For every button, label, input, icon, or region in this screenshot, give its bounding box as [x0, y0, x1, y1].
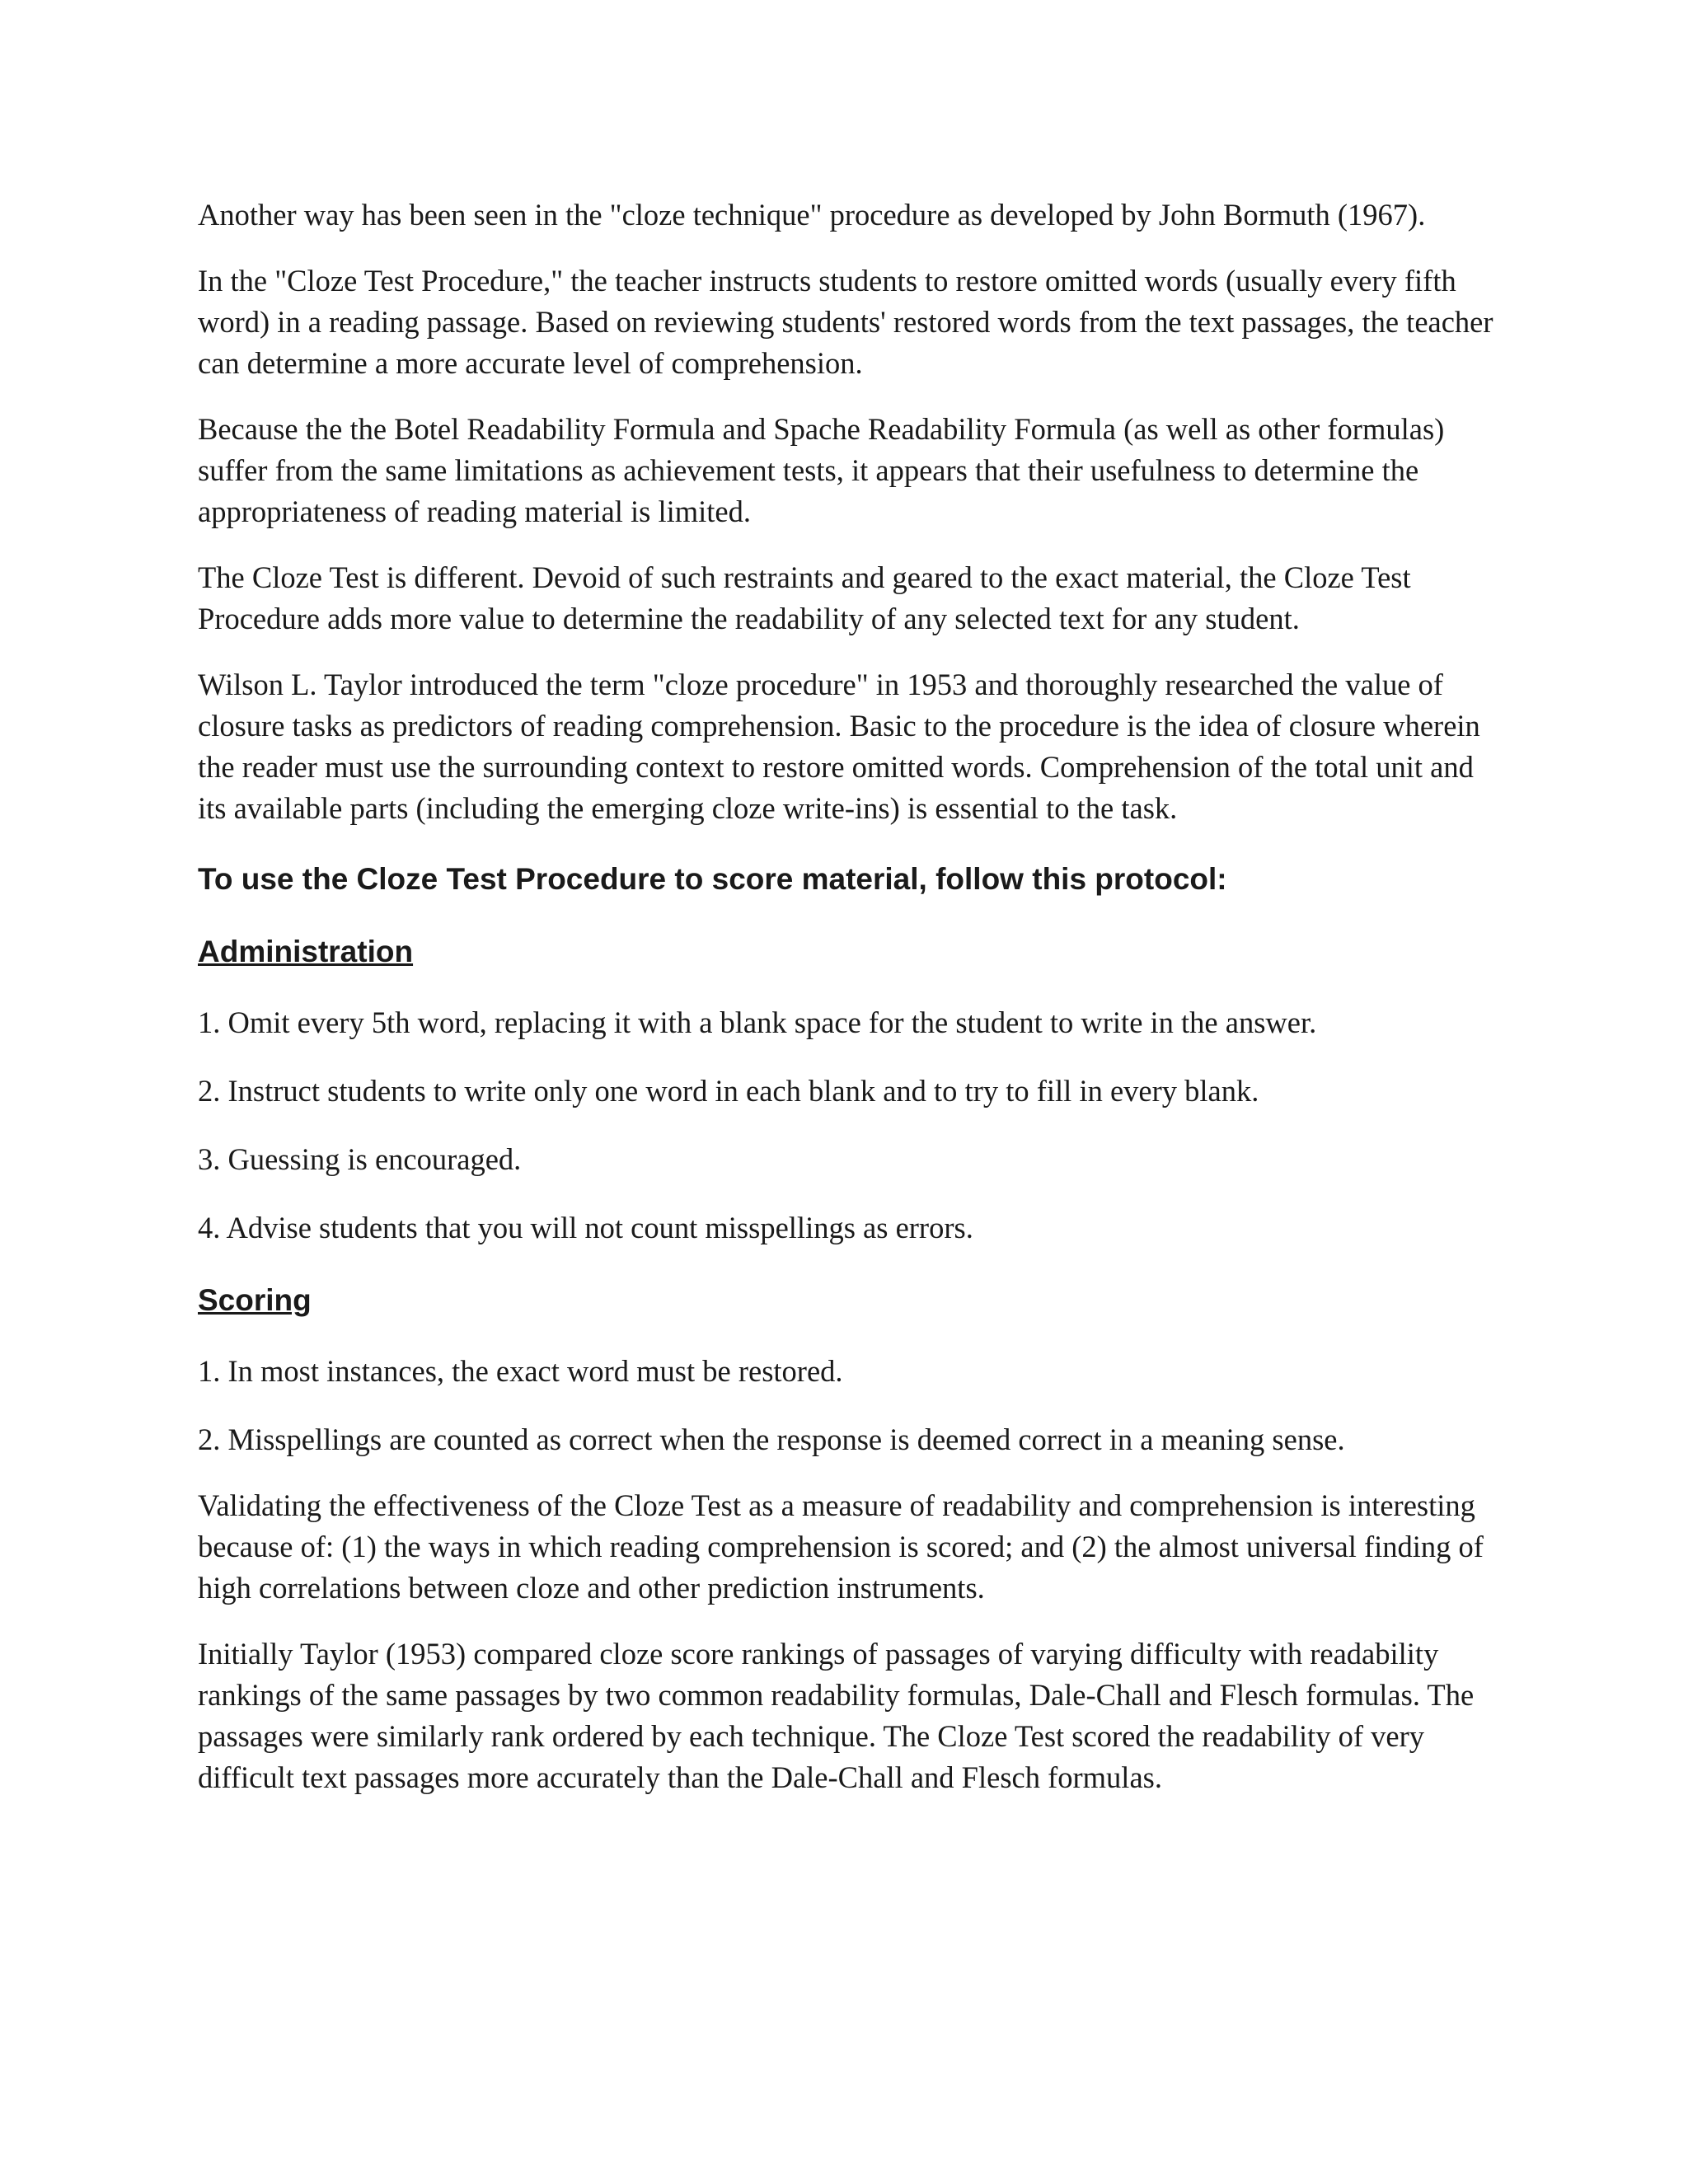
paragraph-validating: Validating the effectiveness of the Cloze Test as a measure of readability and comprehension is interesting because of: (1) the ways in which reading comprehension is scored; and (2) the almost universal finding of high correlations between cloze and other prediction instruments. [198, 1488, 1484, 1605]
protocol-heading: To use the Cloze Test Procedure to score material, follow this protocol: [198, 862, 1227, 896]
administration-item: 3. Guessing is encouraged. [198, 1142, 522, 1176]
document-page [198, 194, 1500, 1798]
administration-heading: Administration [198, 935, 414, 968]
paragraph-readability-formulas: Because the the Botel Readability Formula and Spache Readability Formula (as well as other formulas) suffer from the same limitations as achievement tests, it appears that their usefulness to determine the appropriateness of reading material is limited. [198, 412, 1445, 528]
administration-item: 2. Instruct students to write only one word in each blank and to try to fill in every blank. [198, 1074, 1259, 1108]
paragraph-cloze-different: The Cloze Test is different. Devoid of such restraints and geared to the exact material, the Cloze Test Procedure adds more value to determine the readability of any selected text for any student. [198, 560, 1411, 635]
paragraph-cloze-test-procedure: In the "Cloze Test Procedure," the teacher instructs students to restore omitted words (usually every fifth word) in a reading passage. Based on reviewing students' restored words from the text passages, the teacher can determine a more accurate level of comprehension. [198, 264, 1493, 380]
administration-item: 1. Omit every 5th word, replacing it with a blank space for the student to write in the answer. [198, 1005, 1317, 1039]
scoring-heading: Scoring [198, 1283, 312, 1317]
administration-item: 4. Advise students that you will not count misspellings as errors. [198, 1211, 973, 1244]
scoring-item: 1. In most instances, the exact word must be restored. [198, 1354, 843, 1388]
scoring-item: 2. Misspellings are counted as correct when the response is deemed correct in a meaning sense. [198, 1422, 1345, 1456]
paragraph-taylor-1953: Initially Taylor (1953) compared cloze score rankings of passages of varying difficulty with readability rankings of the same passages by two common readability formulas, Dale-Chall and Flesch formulas. The passages were similarly rank ordered by each technique. The Cloze Test scored the readability of very difficult text passages more accurately than the Dale-Chall and Flesch formulas. [198, 1637, 1475, 1794]
paragraph-cloze-technique: Another way has been seen in the "cloze technique" procedure as developed by John Bormuth (1967). [198, 198, 1426, 232]
paragraph-wilson-taylor: Wilson L. Taylor introduced the term "cloze procedure" in 1953 and thoroughly researched the value of closure tasks as predictors of reading comprehension. Basic to the procedure is the idea of closure wherein the reader must use the surrounding context to restore omitted words. Comprehension of the total unit and its available parts (including the emerging cloze write-ins) is essential to the task. [198, 668, 1480, 825]
